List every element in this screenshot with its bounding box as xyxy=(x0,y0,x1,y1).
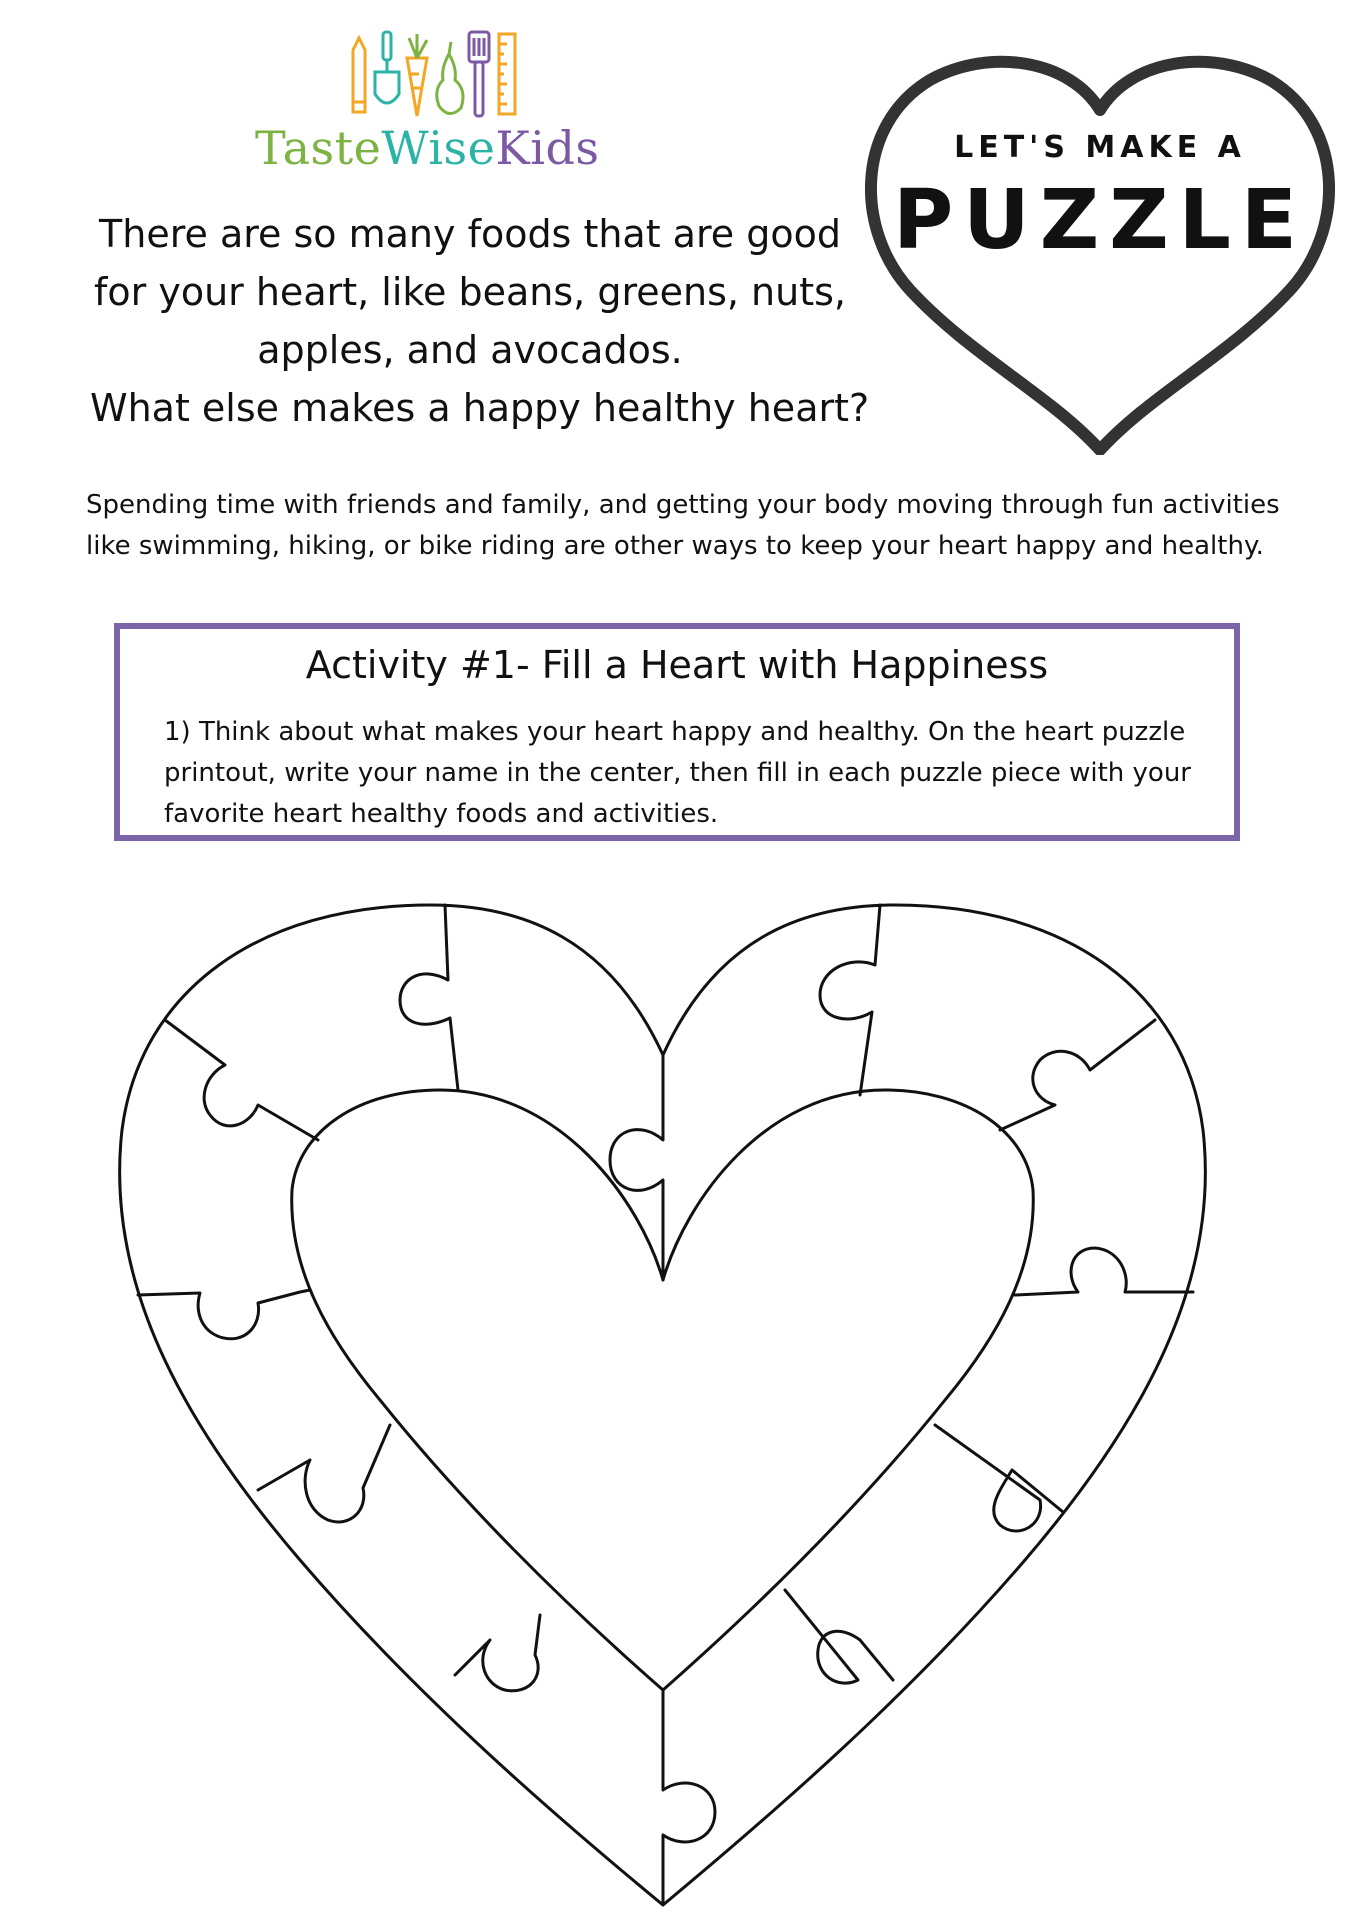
intro-line: There are so many foods that are good xyxy=(99,212,841,256)
seam-bottom-right xyxy=(785,1590,893,1683)
brand-name: TasteWiseKids xyxy=(255,121,600,175)
seam-lower-right xyxy=(935,1425,1063,1531)
pear-icon xyxy=(437,42,463,114)
trowel-icon xyxy=(375,32,399,103)
seam-top-center xyxy=(610,1055,663,1280)
puzzle-seams xyxy=(138,905,1193,1905)
seam-top-right xyxy=(820,905,880,1095)
seam-bottom-left xyxy=(455,1615,540,1691)
seam-bottom-center xyxy=(663,1690,715,1905)
seam-upper-right xyxy=(1000,1020,1155,1130)
spatula-icon xyxy=(469,32,489,116)
body-paragraph: Spending time with friends and family, and getting your body moving through fun activities like swimming, hiking, or bike riding are other ways to keep your heart happy and healthy. xyxy=(86,490,1280,561)
activity-title: Activity #1- Fill a Heart with Happiness xyxy=(305,643,1049,687)
intro-line: What else makes a happy healthy heart? xyxy=(90,386,870,430)
carrot-icon xyxy=(407,34,427,116)
heart-puzzle xyxy=(0,880,1357,1920)
logo-icons xyxy=(345,28,525,120)
seam-middle-right xyxy=(1015,1248,1193,1295)
pencil-icon xyxy=(353,38,365,112)
seam-upper-left xyxy=(165,1020,318,1140)
seam-top-left xyxy=(400,905,458,1090)
badge-title: PUZZLE xyxy=(893,173,1307,268)
badge-subtitle: LET'S MAKE A xyxy=(954,130,1246,165)
intro-line: apples, and avocados. xyxy=(257,328,683,372)
intro-line: for your heart, like beans, greens, nuts, xyxy=(94,270,846,314)
intro-text xyxy=(90,205,870,437)
seam-middle-left xyxy=(138,1290,310,1339)
activity-text: 1) Think about what makes your heart happy and healthy. On the heart puzzle printout, write your name in the center, then fill in each puzzle piece with your favorite heart healthy foods and activities. xyxy=(164,717,1191,829)
seam-lower-left xyxy=(258,1425,390,1522)
ruler-icon xyxy=(499,34,515,114)
